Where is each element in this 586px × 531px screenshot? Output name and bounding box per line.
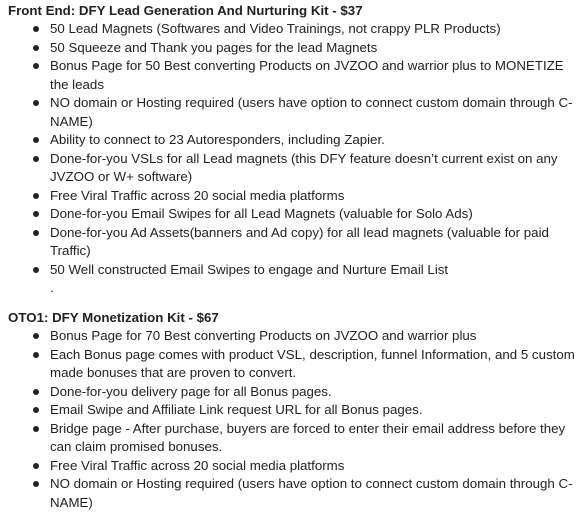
list-item (32, 475, 580, 512)
bullet-icon (33, 352, 39, 358)
list-item (32, 94, 580, 131)
list-item-text: Done-for-you Ad Assets(banners and Ad copy) for all lead magnets (valuable for paid Traffic) (50, 224, 549, 258)
bullet-icon (33, 100, 39, 106)
bullet-icon (33, 156, 39, 162)
section-title: OTO1: DFY Monetization Kit - $67 (8, 310, 219, 325)
list-item (32, 224, 580, 261)
list-item (32, 383, 580, 402)
bullet-icon (33, 26, 39, 32)
list-item (32, 401, 580, 420)
list-item (32, 39, 580, 58)
list-item-text: Done-for-you Email Swipes for all Lead Magnets (valuable for Solo Ads) (50, 206, 473, 221)
list-item (32, 420, 580, 457)
list-item (32, 261, 580, 280)
list-item (32, 457, 580, 476)
bullet-icon (33, 463, 39, 469)
list-item-text: Bonus Page for 70 Best converting Products on JVZOO and warrior plus (50, 328, 477, 343)
list-item (32, 57, 580, 94)
list-item (32, 131, 580, 150)
list-item-text: 50 Well constructed Email Swipes to engage and Nurture Email List (50, 261, 449, 277)
list-item (32, 346, 580, 383)
section-oto1 (6, 309, 580, 512)
list-item-text: Done-for-you delivery page for all Bonus pages. (50, 383, 332, 399)
bullet-icon (33, 333, 39, 339)
list-item (32, 187, 580, 206)
bullet-icon (33, 481, 39, 487)
list-item-text: NO domain or Hosting required (users have option to connect custom domain through C-NAME) (50, 95, 573, 129)
list-item (32, 150, 580, 187)
list-item-text: Each Bonus page comes with product VSL, description, funnel Information, and 5 custom made bonuses that are proven to convert. (50, 346, 575, 380)
list-item-text: Email Swipe and Affiliate Link request URL for all Bonus pages. (50, 402, 423, 417)
list-item-text: Free Viral Traffic across 20 social media platforms (50, 457, 345, 473)
list-item-text: 50 Lead Magnets (Softwares and Video Trainings, not crappy PLR Products) (50, 21, 501, 36)
bullet-icon (33, 389, 39, 395)
bullet-icon (33, 45, 39, 51)
section-title: Front End: DFY Lead Generation And Nurturing Kit - $37 (8, 3, 363, 18)
trailing-period: . (50, 280, 54, 295)
list-item-text: 50 Squeeze and Thank you pages for the lead Magnets (50, 39, 378, 55)
bullet-icon (33, 63, 39, 69)
bullet-icon (33, 426, 39, 432)
list-item-text: NO domain or Hosting required (users have option to connect custom domain through C-NAME) (50, 476, 573, 510)
list-item-text: Done-for-you VSLs for all Lead magnets (this DFY feature doesn’t current exist on any JVZOO or W+ software) (50, 150, 558, 184)
list-item-text: Ability to connect to 23 Autoresponders, including Zapier. (50, 132, 385, 147)
bullet-icon (33, 211, 39, 217)
list-item (32, 327, 580, 346)
bullet-icon (33, 137, 39, 143)
list-item-text: Free Viral Traffic across 20 social media platforms (50, 187, 345, 203)
section-front-end (6, 2, 580, 299)
bullet-icon (33, 267, 39, 273)
section-spacer (6, 299, 580, 309)
bullet-icon (33, 407, 39, 413)
bullet-list (6, 327, 580, 512)
list-item-text: Bonus Page for 50 Best converting Products on JVZOO and warrior plus to MONETIZE the leads (50, 58, 564, 92)
list-item-text: Bridge page - After purchase, buyers are forced to enter their email address before they can claim promised bonuses. (50, 420, 566, 454)
bullet-list (6, 20, 580, 279)
bullet-icon (33, 230, 39, 236)
list-item (32, 20, 580, 39)
bullet-icon (33, 193, 39, 199)
list-item (32, 205, 580, 224)
